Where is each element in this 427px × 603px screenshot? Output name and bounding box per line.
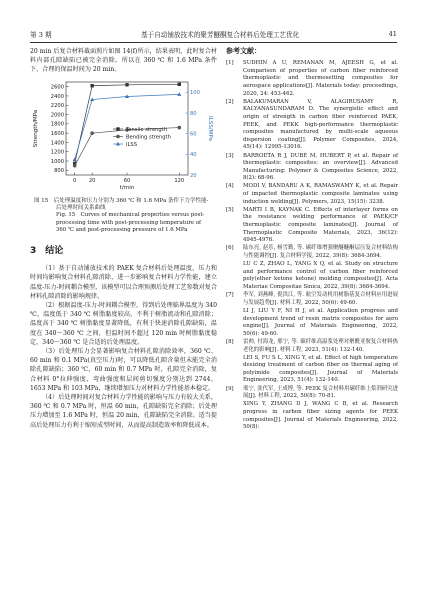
- reference-text: XING Y, ZHANG D J, WANG C B, et al. Research progress in carbon fiber sizing agents for PEEK composites[J]. Journal of Materials Engineering, 2022, 50(8):: [243, 401, 398, 431]
- y-left-axis-label: Strength/MPa: [33, 109, 39, 147]
- reference-text: BARROETA R J, DUBÉ M, HUBERT P, et al. Repair of thermoplastic composites: an overview[J]. Advanced Manufacturing: Polymer & Composites Science, 2022, 8(2): 68-96.: [243, 152, 398, 182]
- header-issue: 第 3 期: [30, 31, 52, 39]
- reference-item: [226, 339, 398, 354]
- x-tick-label: 60: [123, 177, 131, 184]
- reference-number: [7]: [226, 292, 234, 299]
- reference-number: [5]: [226, 206, 234, 213]
- y-left-tick-label: 800: [54, 167, 64, 174]
- reference-item: [226, 261, 398, 291]
- y-right-tick-label: 80: [190, 110, 197, 117]
- reference-text: 邢宁, 张代军, 王成博, 等. PEEK 复合材料用碳纤维上浆剂研究进展[J]. 材料工程, 2022, 50(8): 70-81.: [243, 385, 398, 400]
- legend-label: Tensile strength: [126, 126, 168, 133]
- y-right-axis-label: ILSS/MPa: [207, 115, 213, 141]
- reference-text: SUDHIN A U, REMANAN M, AJEESH G, et al. Comparison of properties of carbon fiber reinforced thermoplastic and thermosetting composites for aerospace applications[J]. Materials today: proceedings, 2020, 24: 453-462.: [243, 60, 398, 97]
- reference-text: MARTI I B, KAYNAK C. Effects of interlayer forms on the resistance welding performance of PAEK/CF thermoplastic composite laminates[J]. Journal of Thermoplastic Composite Materials, 2023, 36(12): 4945-4976.: [243, 206, 398, 244]
- y-right-tick-label: 40: [190, 151, 197, 158]
- conclusion-2: （2）根据温度-压力-时间耦合模型，得到后处理临界温度为 340 ℃，温度低于 340 ℃ 树脂黏度较高，不利于树脂流动和孔隙消除；温度高于 340 ℃ 树脂黏度显著降低，有利于快速消除孔隙缺陷，温度在 340～360 ℃ 之间，但温时间不超过 120 min 时树脂黏度稳定，340～360 ℃ 是合适的后处理温度。: [30, 302, 217, 346]
- reference-list: [226, 60, 398, 432]
- reference-text: LU C Z, ZHAO L, YANG X Q, et al. Study on structure and performance control of carbon fiber reinforced poly(ether ketone ketone) molding composites[J]. Acta Materiae Compositae Sinica, 2022, 39(8): 3684-3694.: [243, 261, 398, 290]
- chart-series: [73, 82, 182, 167]
- x-axis-label: t/min: [119, 184, 135, 191]
- reference-text: 李军, 刘燕峰, 倪洪江, 等. 航空发动机用树脂基复合材料应用进展与发展趋势[J]. 材料工程, 2022, 50(6): 49-60.: [243, 292, 398, 306]
- reference-number: [6]: [226, 245, 234, 252]
- x-tick-label: 0: [73, 177, 77, 184]
- left-column: [30, 47, 217, 430]
- data-point: [90, 84, 93, 87]
- reference-number: [8]: [226, 338, 234, 345]
- data-point: [177, 125, 181, 129]
- reference-item: [226, 183, 398, 206]
- data-point: [177, 92, 181, 96]
- y-left-tick-label: 2600: [50, 84, 64, 91]
- reference-item: [226, 60, 398, 98]
- right-column: [226, 47, 398, 432]
- legend-swatch-marker: [116, 134, 120, 138]
- data-point: [125, 83, 128, 86]
- y-left-tick-label: 1200: [50, 149, 64, 156]
- reference-item: [226, 99, 398, 152]
- legend-label: Bending strength: [126, 133, 171, 140]
- header-rule: [30, 42, 397, 43]
- y-left-tick-label: 1000: [50, 158, 64, 165]
- running-header: [30, 28, 397, 40]
- y-right-tick-label: 60: [190, 131, 197, 138]
- reference-text: LEI S, FU S L, XING Y, et al. Effect of high temperature desizing treatment of carbon fiber on thermal aging of polyimide composites[J]. Journal of Materials Engineering, 2023, 51(4): 132-140.: [243, 354, 398, 384]
- reference-number: [4]: [226, 183, 234, 190]
- reference-item: [226, 355, 398, 385]
- y-left-tick-label: 1400: [50, 139, 64, 146]
- conclusion-4: （4）后处理时间对复合材料力学性能的影响与压力有较大关系，360 ℃ 和 0.7 MPa 时，恒温 60 min，孔隙缺陷完全消除；后处理压力增加至 1.6 MPa 时，恒温 20 min，孔隙缺陷完全消除。适当提高后处理压力有利于缩短成型时间，从而提高制造效率和降低成本。: [30, 394, 217, 429]
- reference-item: [226, 245, 398, 260]
- x-tick-label: 20: [88, 177, 96, 184]
- y-right-tick-label: 100: [190, 89, 200, 96]
- y-left-tick-label: 1800: [50, 121, 64, 128]
- legend-swatch-marker: [116, 127, 119, 130]
- reference-item: [226, 386, 398, 401]
- reference-number: [2]: [226, 98, 234, 105]
- y-left-tick-label: 2000: [50, 111, 64, 118]
- x-tick-label: 120: [174, 177, 185, 184]
- reference-text: BALAKUMARAN V, ALAGIRUSAMY R, KALYANASUNDARAM D. The synergistic effect and origin of strength in carbon fiber reinforced PAEK, PEEK, and PEKK high-performance thermoplastic composites manufactured by multi-scale aqueous dispersion coating[J]. Polymer Composites, 2024, 45(14): 12995-13016.: [243, 98, 398, 151]
- conclusion-3: （3）后处理压力会显著影响复合材料孔隙消除效率，360 ℃、60 min 和 0.1 MPa(真空压力)时，可以降低孔隙含量但未能完全消除孔隙缺陷；360 ℃、60 min 和 0.7 MPa 时，孔隙完全消除，复合材料 0°拉伸强度、弯曲强度和层间剪切强度分别达到 2744、1653 MPa 和 103 MPa，继续增加压力对材料力学性能基本稳定。: [30, 348, 217, 392]
- data-point: [178, 82, 181, 85]
- reference-number: [9]: [226, 385, 234, 392]
- reference-text: 陆东亮, 赵乐, 杨雪勤, 等. 碳纤维增强聚醚醚酮层压复合材料结构与性能调控[J]. 复合材料学报, 2022, 39(8): 3684-3694.: [243, 245, 398, 260]
- reference-number: [1]: [226, 60, 234, 67]
- reference-item: [226, 292, 398, 307]
- y-left-tick-label: 2400: [50, 93, 64, 100]
- reference-item: [226, 401, 398, 431]
- references-title: 参考文献：: [226, 47, 261, 55]
- reference-number: [3]: [226, 152, 234, 159]
- reference-item: [226, 308, 398, 338]
- data-point: [90, 131, 94, 135]
- chart-svg: [30, 78, 217, 196]
- header-page-number: 41: [388, 30, 397, 38]
- figure-15: [30, 78, 217, 196]
- reference-text: LI J, LIU Y F, NI H J, et al. Application progress and development trend of resin matrix composites for aero engine[J]. Journal of Materials Engineering, 2022, 50(6): 49-60.: [243, 307, 398, 337]
- y-left-tick-label: 2200: [50, 102, 64, 109]
- figure-caption-en: Fig. 15 Curves of mechanical properties versus post-processing time with post-processing temperature of 360 ℃ and post-processing pressure of 1.6 MPa: [56, 212, 205, 233]
- header-title: 基于自动铺放技术的聚芳醚酮复合材料后处理工艺优化: [140, 31, 300, 39]
- reference-item: [226, 153, 398, 183]
- conclusion-1: （1）基于自动铺放技术的 PAEK 复合材料后处理温度、压力和时间均影响复合材料孔隙消除，进一步影响复合材料力学性能，建立温度-压力-时间耦合模型，该模型可以合理预测后处理工艺参数对复合材料孔隙消除的影响规律。: [30, 265, 217, 300]
- reference-item: [226, 207, 398, 245]
- section-title-conclusions: 3 结论: [30, 246, 64, 257]
- reference-text: MODI V, BANDARU A K, RAMASWAMY K, et al. Repair of impacted thermoplastic composite laminates using induction welding[J]. Polymers, 2023, 15(15): 3238.: [243, 183, 398, 205]
- intro-paragraph: 20 min 后复合材料截面照片如图 14(f)所示，结果表明，此时复合材料内部孔隙缺陷已被完全消除。所以在 360 ℃ 和 1.6 MPa 条件下，合理的保温时间为 20 min。: [30, 48, 217, 74]
- reference-text: 雷帅, 付海龙, 邢宁, 等. 碳纤维高温浆处理对聚酰亚胺复合材料热老化的影响[J]. 材料工程, 2023, 51(4): 132-140.: [243, 338, 398, 353]
- y-right-tick-label: 20: [190, 172, 197, 179]
- chart-legend: [113, 126, 171, 147]
- figure-caption-cn: 图 15 后处理温度和压力分别为 360 ℃ 和 1.6 MPa 条件下力学性能-后处理时间关系曲线: [34, 197, 209, 212]
- legend-label: ILSS: [126, 141, 138, 148]
- y-left-tick-label: 1600: [50, 130, 64, 137]
- data-point: [73, 164, 77, 168]
